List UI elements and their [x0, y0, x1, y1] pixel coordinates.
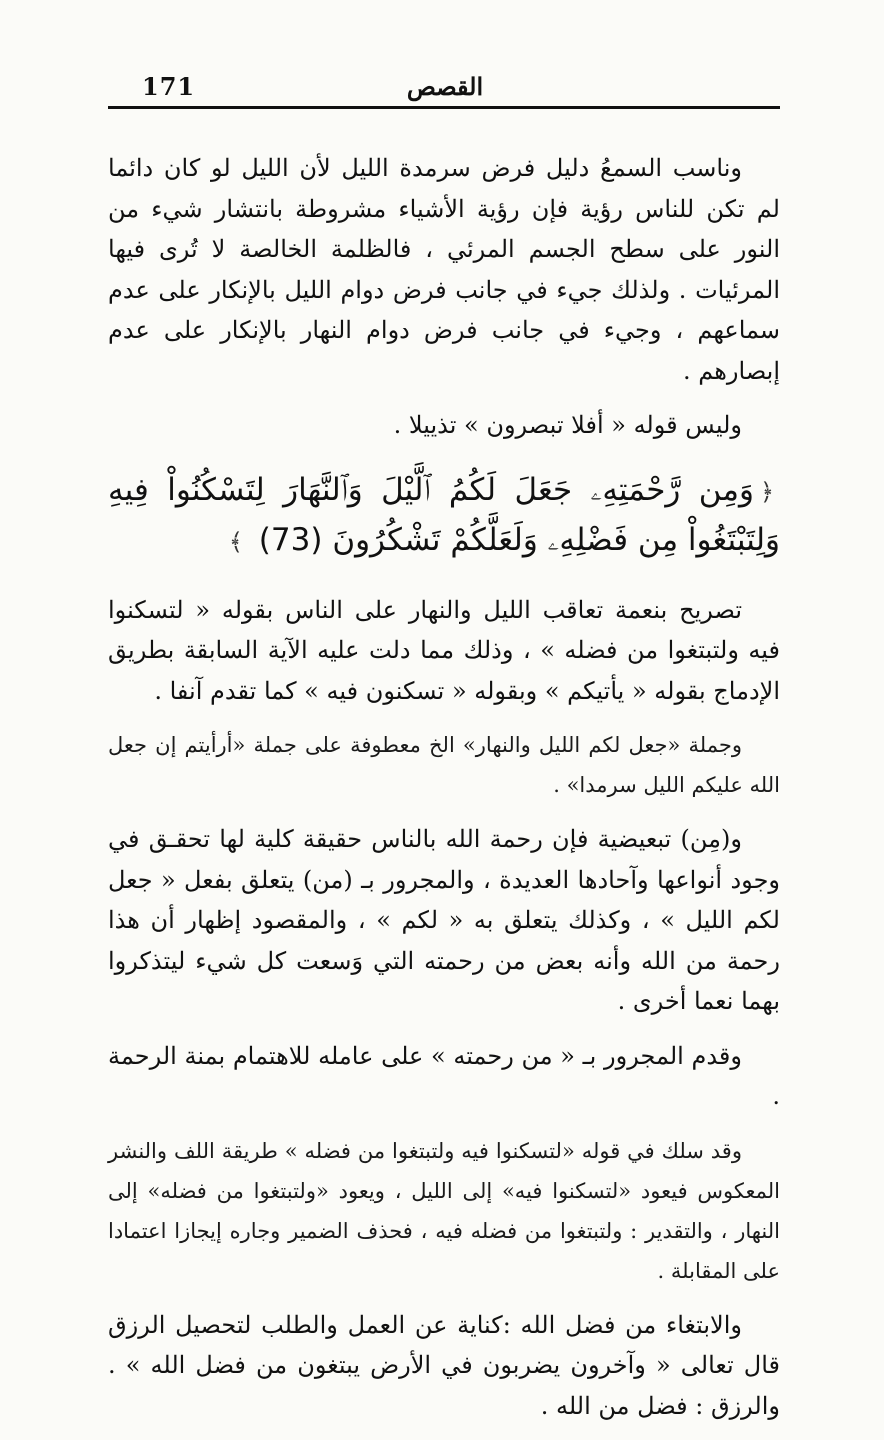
chapter-title: القصص	[406, 72, 484, 101]
verse-number: (73)	[258, 521, 323, 558]
paragraph-6: وقدم المجرور بـ « من رحمته » على عامله للاهتمام بمنة الرحمة .	[108, 1041, 780, 1110]
paragraph-1: وناسب السمعُ دليل فرض سرمدة الليل لأن الليل لو كان دائما لم تكن للناس رؤية فإن رؤية الأشياء مشروطة بانتشار شيء من النور على سطح الجسم المرئي ، فالظلمة الخالصة لا تُرى فيها المرئيات . ولذلك جيء في جانب فرض دوام الليل بالإنكار على عدم سماعهم ، وجيء في جانب فرض دوام النهار بالإنكار على عدم إبصارهم .	[108, 154, 780, 385]
verse-text: وَمِن رَّحْمَتِهِۦ جَعَلَ لَكُمُ ٱلَّيْلَ وَٱلنَّهَارَ لِتَسْكُنُواْ فِيهِ وَلِتَبْتَغُواْ مِن فَضْلِهِۦ وَلَعَلَّكُمْ تَشْكُرُونَ	[108, 471, 780, 558]
paragraph-4: وجملة «جعل لكم الليل والنهار» الخ معطوفة على جملة «أرأيتم إن جعل الله عليكم الليل سرمدا» .	[108, 733, 780, 797]
paragraph-5: و(مِن) تبعيضية فإن رحمة الله بالناس حقيقة كلية لها تحقـق في وجود أنواعها وآحادها العديدة ، والمجرور بـ (من) يتعلق بفعل « جعل لكم الليل » ، وكذلك يتعلق به « لكم » ، والمقصود إظهار أن هذا رحمة من الله وأنه بعض من رحمته التي وَسعت كل شيء ليتذكروا بهما نعما أخرى .	[108, 825, 780, 1015]
paragraph-2: وليس قوله « أفلا تبصرون » تذييلا .	[393, 411, 742, 439]
paragraph-8: والابتغاء من فضل الله :كناية عن العمل والطلب لتحصيل الرزق قال تعالى « وآخرون يضربون في الأرض يبتغون من فضل الله » . والرزق : فضل من الله .	[108, 1310, 780, 1420]
page-number: 171	[142, 72, 196, 101]
header-divider	[108, 106, 780, 109]
verse-close-ornament: ﴾	[228, 527, 243, 556]
verse-open-ornament: ﴿	[759, 477, 774, 506]
page-body	[108, 148, 780, 1440]
paragraph-7: وقد سلك في قوله «لتسكنوا فيه ولتبتغوا من فضله » طريقة اللف والنشر المعكوس فيعود «لتسكنوا فيه» إلى الليل ، ويعود «ولتبتغوا من فضله» إلى النهار ، والتقدير : ولتبتغوا من فضله فيه ، فحذف الضمير وجاره إيجازا اعتمادا على المقابلة .	[108, 1138, 780, 1283]
quran-verse	[108, 466, 780, 566]
page-header	[110, 66, 780, 106]
paragraph-3: تصريح بنعمة تعاقب الليل والنهار على الناس بقوله « لتسكنوا فيه ولتبتغوا من فضله » ، وذلك مما دلت عليه الآية السابقة بطريق الإدماج بقوله « يأتيكم » وبقوله « تسكنون فيه » كما تقدم آنفا .	[108, 595, 780, 705]
